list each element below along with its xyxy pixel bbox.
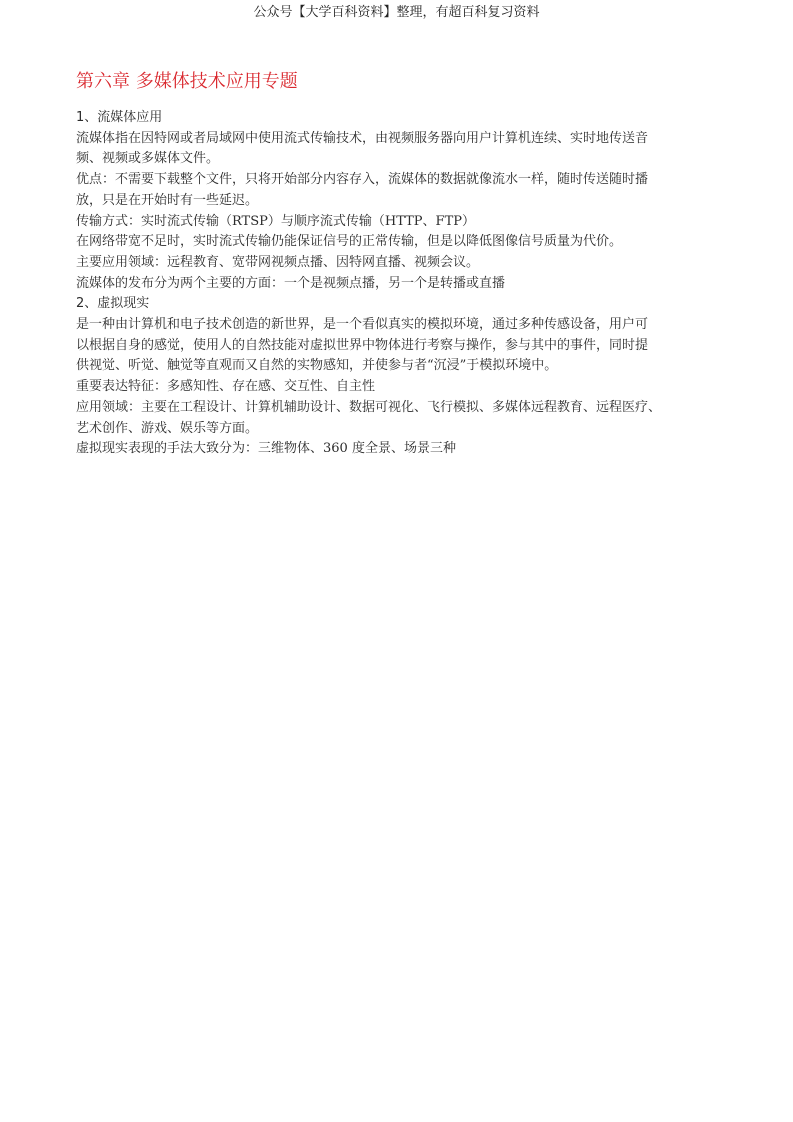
document-body [76,70,716,460]
paragraph-line: 流媒体的发布分为两个主要的方面：一个是视频点播，另一个是转播或直播 [76,275,506,291]
paragraph-line: 是一种由计算机和电子技术创造的新世界，是一个看似真实的模拟环境，通过多种传感设备，用户可 [76,317,649,333]
paragraph-line: 应用领域：主要在工程设计、计算机辅助设计、数据可视化、飞行模拟、多媒体远程教育、远程医疗、 [76,399,662,415]
paragraph-line: 艺术创作、游戏、娱乐等方面。 [76,420,259,436]
paragraph-line: 流媒体指在因特网或者局域网中使用流式传输技术，由视频服务器向用户计算机连续、实时地传送音 [76,130,649,146]
paragraph-line: 重要表达特征：多感知性、存在感、交互性、自主性 [76,379,376,395]
paragraph-line: 优点：不需要下载整个文件，只将开始部分内容存入，流媒体的数据就像流水一样，随时传送随时播 [76,172,649,188]
paragraph-line: 频、视频或多媒体文件。 [76,151,220,167]
paragraph-line: 以根据自身的感觉，使用人的自然技能对虚拟世界中物体进行考察与操作，参与其中的事件，同时提 [76,337,649,353]
page-header: 公众号【大学百科资料】整理，有超百科复习资料 [253,5,540,20]
chapter-title: 第六章 多媒体技术应用专题 [76,71,298,92]
paragraph-line: 主要应用领域：远程教育、宽带网视频点播、因特网直播、视频会议。 [76,254,480,270]
paragraph-line: 传输方式：实时流式传输（RTSP）与顺序流式传输（HTTP、FTP） [76,213,475,229]
paragraph-line: 虚拟现实表现的手法大致分为：三维物体、360 度全景、场景三种 [76,441,456,457]
paragraph-line: 在网络带宽不足时，实时流式传输仍能保证信号的正常传输，但是以降低图像信号质量为代价。 [76,234,623,250]
paragraph-line: 供视觉、听觉、触觉等直观而又自然的实物感知，并使参与者“沉浸”于模拟环境中。 [76,358,558,374]
section-heading-streaming: 1、流媒体应用 [76,110,163,125]
paragraph-line: 放，只是在开始时有一些延迟。 [76,192,259,208]
section-heading-virtual-reality: 2、虚拟现实 [76,296,150,312]
